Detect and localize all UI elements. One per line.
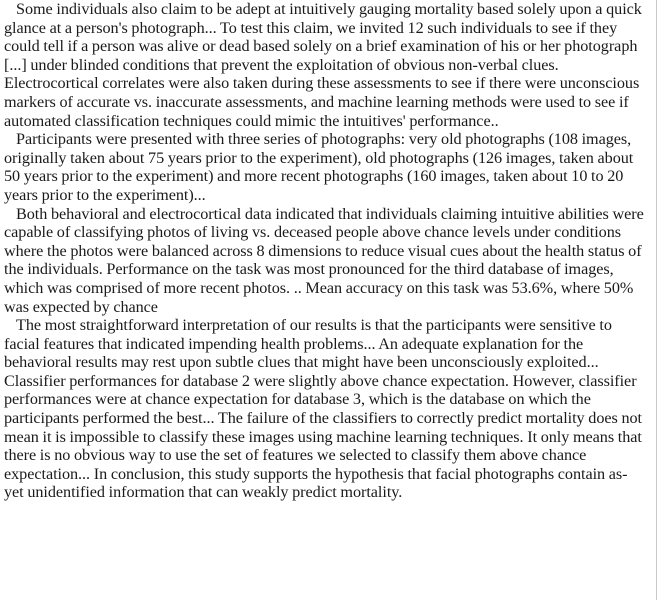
page-edge-divider — [656, 0, 657, 600]
paragraph-results: Both behavioral and electrocortical data indicated that individuals claiming intuitive abilities were capable of classifying photos of living vs. deceased people above chance levels under conditions where the photos were balanced across 8 dimensions to reduce visual cues about the health status of the individuals. Performance on the task was most pronounced for the third database of images, which was comprised of more recent photos. .. Mean accuracy on this task was 53.6%, where 50% was expected by chance — [4, 204, 644, 316]
paragraph-intro: Some individuals also claim to be adept at intuitively gauging mortality based solely upon a quick glance at a person's photograph... To test this claim, we invited 12 such individuals to see if they could tell if a person was alive or dead based solely on a brief examination of his or her photograph [...] under blinded conditions that prevent the exploitation of obvious non-verbal clues. Electrocortical correlates were also taken during these assessments to see if there were unconscious markers of accurate vs. inaccurate assessments, and machine learning methods were used to see if automated classification techniques could mimic the intuitives' performance.. — [4, 0, 642, 130]
paragraph-interpretation: The most straightforward interpretation of our results is that the participants were sensitive to facial features that indicated impending health problems... An adequate explanation for the behavioral results may rest upon subtle clues that might have been unconsciously exploited... Classifier performances for database 2 were slightly above chance expectation. However, classifier performances were at chance expectation for database 3, which is the database on which the participants performed the best... The failure of the classifiers to correctly predict mortality does not mean it is impossible to classify these images using machine learning techniques. It only means that there is no obvious way to use the set of features we selected to classify them above chance expectation... In conclusion, this study supports the hypothesis that facial photographs contain as-yet unidentified information that can weakly predict mortality. — [4, 316, 642, 502]
paragraph-participants: Participants were presented with three series of photographs: very old photographs (108 images, originally taken about 75 years prior to the experiment), old photographs (126 images, taken about 50 years prior to the experiment) and more recent photographs (160 images, taken about 10 to 20 years prior to the experiment)... — [4, 130, 634, 204]
